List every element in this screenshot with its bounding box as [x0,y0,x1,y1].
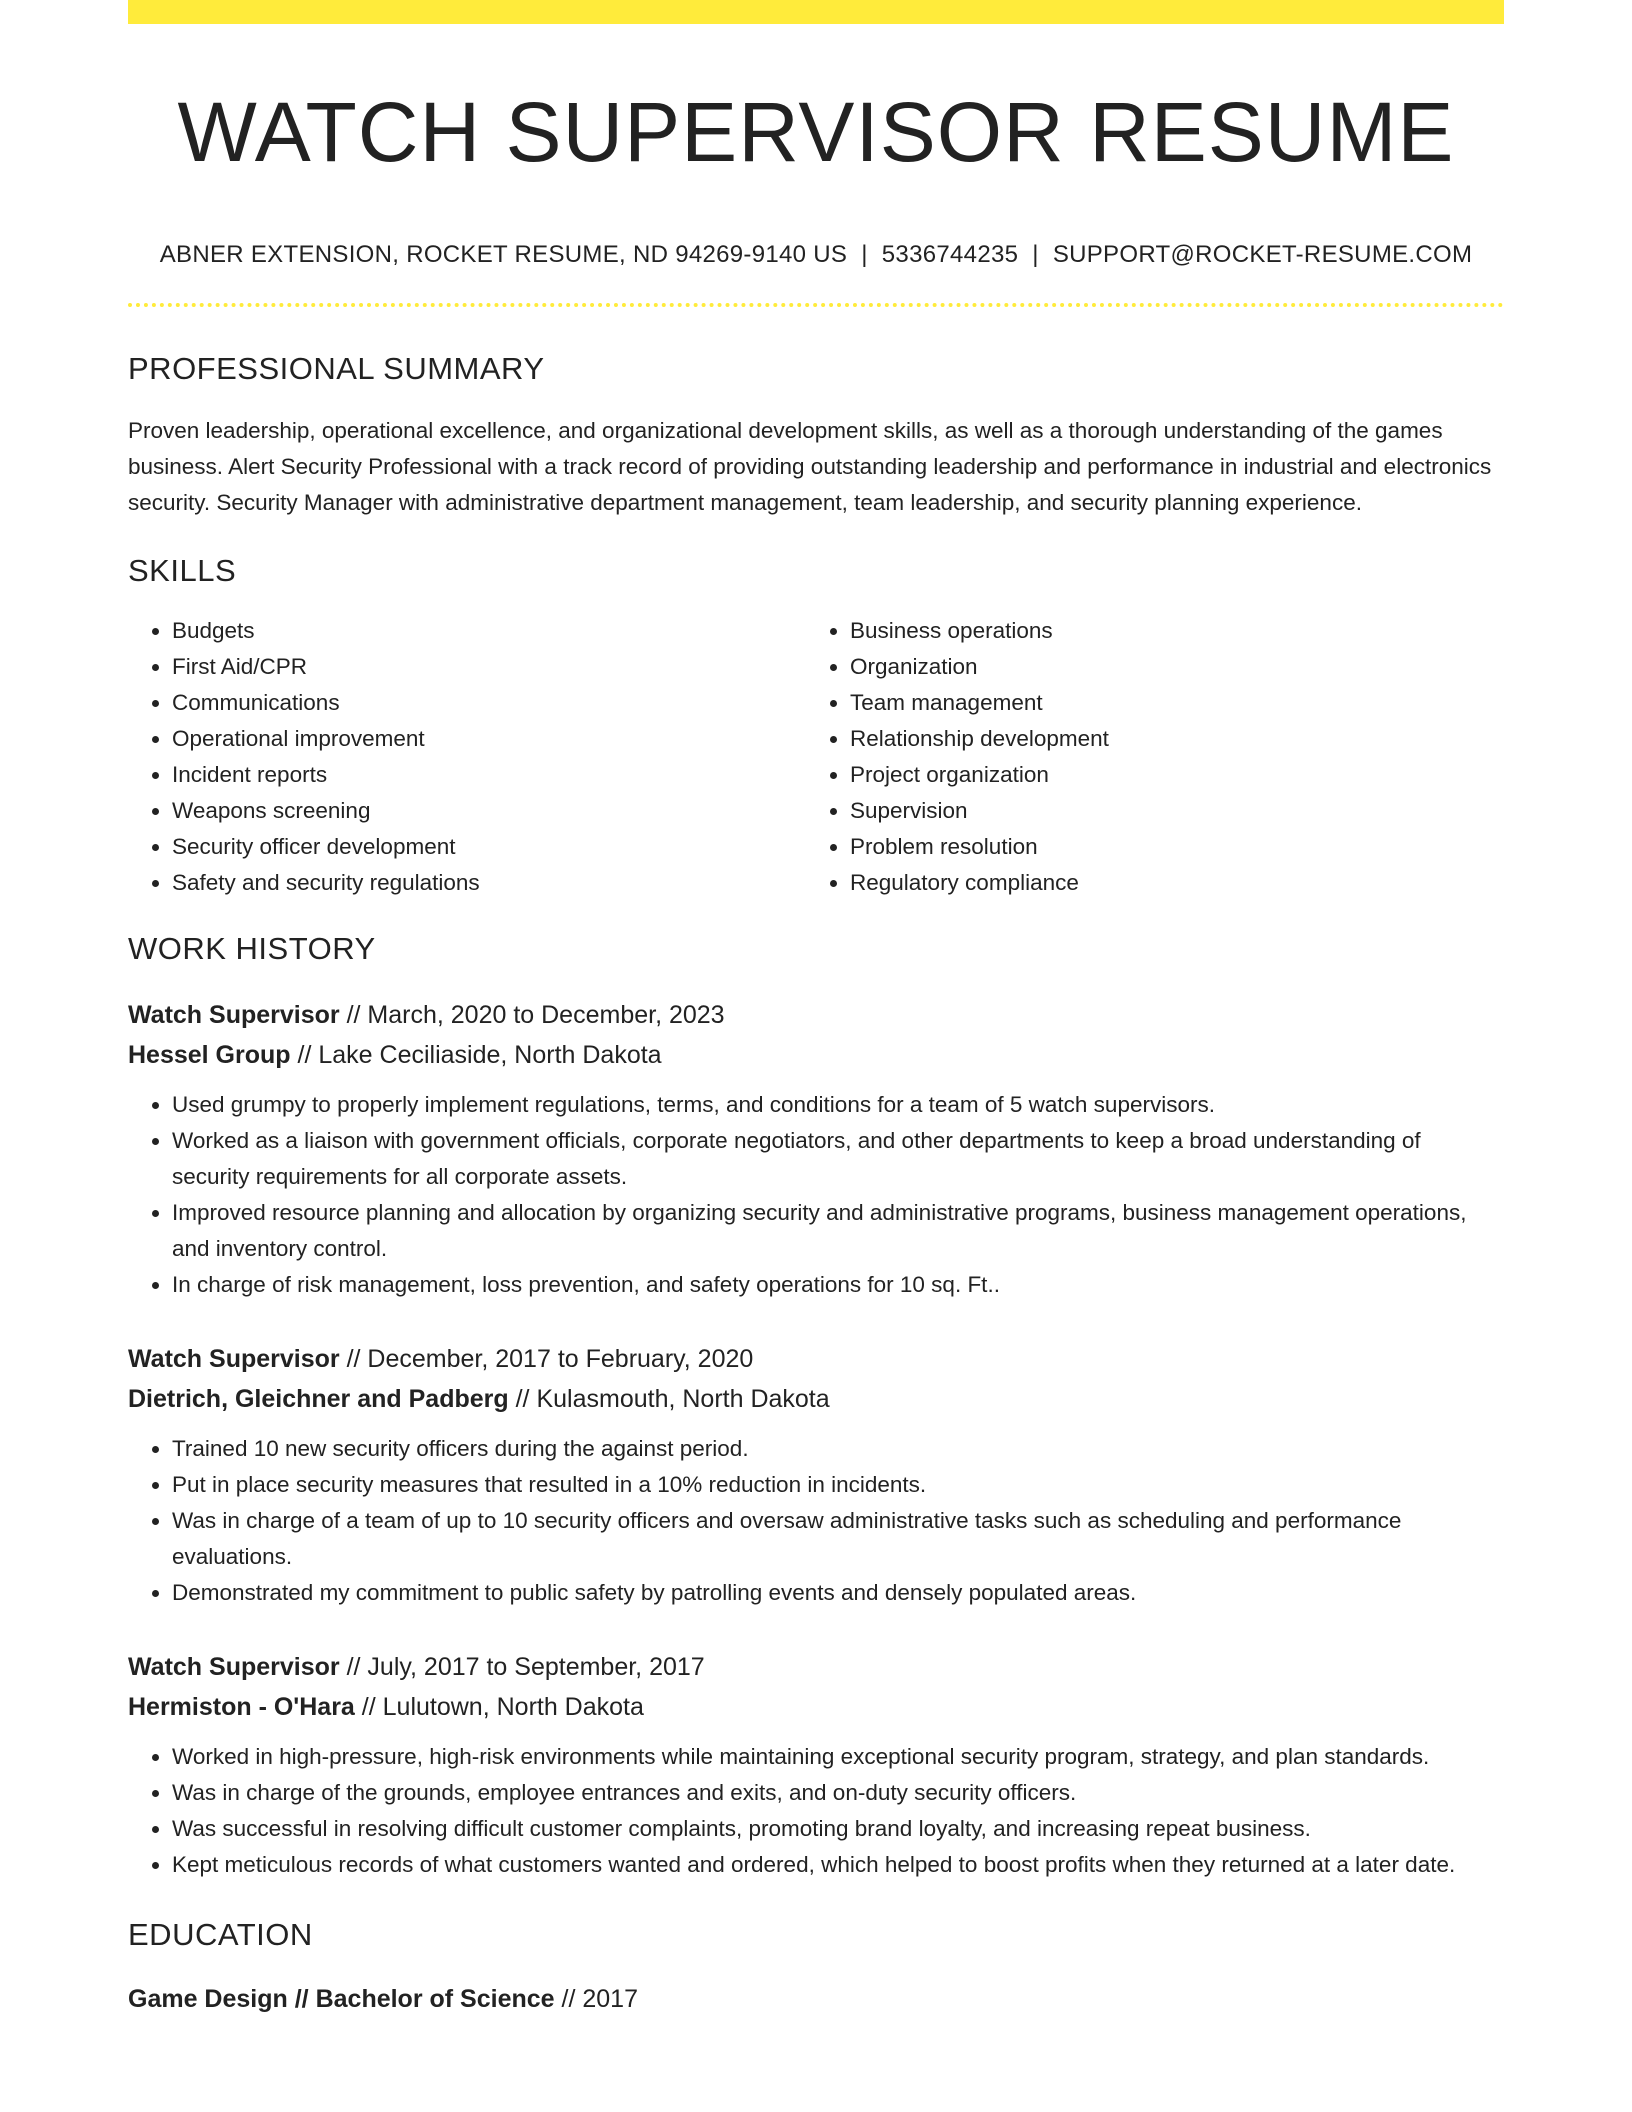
job-delimiter: // [290,1040,319,1069]
job-delimiter: // [354,1692,383,1721]
job-bullets [128,1739,1504,1883]
education-entry [128,1979,1504,2019]
job-company-line [128,1687,1504,1727]
dotted-divider [128,303,1504,307]
job-entry [128,995,1504,1303]
contact-email: SUPPORT@ROCKET-RESUME.COM [1052,240,1473,268]
job-title: Watch Supervisor [128,1652,340,1681]
contact-separator: | [861,240,868,268]
job-bullet: • Put in place security measures that resulted in a 10% reduction in incidents. [172,1467,1504,1503]
skill-item: • Operational improvement [172,721,806,757]
job-bullet: • Was successful in resolving difficult customer complaints, promoting brand loyalty, and increasing repeat business. [172,1811,1504,1847]
job-bullet: • Was in charge of a team of up to 10 security officers and oversaw administrative tasks such as scheduling and performance evaluations. [172,1503,1504,1575]
job-location: Lulutown, North Dakota [382,1692,644,1721]
contact-phone: 5336744235 [881,240,1019,268]
skill-item: • Relationship development [850,721,1484,757]
work-history-list [128,995,1504,1883]
job-location: Lake Ceciliaside, North Dakota [318,1040,662,1069]
skill-item: • Weapons screening [172,793,806,829]
job-bullet: • Was in charge of the grounds, employee entrances and exits, and on-duty security officers. [172,1775,1504,1811]
job-bullet: • Improved resource planning and allocation by organizing security and administrative programs, business management operations, and inventory control. [172,1195,1504,1267]
skill-item: • First Aid/CPR [172,649,806,685]
job-title-line [128,1647,1504,1687]
skill-item: • Problem resolution [850,829,1484,865]
job-delimiter: // [339,1000,368,1029]
skill-item: • Organization [850,649,1484,685]
job-delimiter: // [339,1652,368,1681]
contact-line [128,241,1504,269]
job-bullet: • Kept meticulous records of what customers wanted and ordered, which helped to boost profits when they returned at a later date. [172,1847,1504,1883]
section-heading-summary: PROFESSIONAL SUMMARY [128,350,545,386]
job-dates: December, 2017 to February, 2020 [367,1344,754,1373]
job-company: Hermiston - O'Hara [128,1692,355,1721]
skill-item: • Incident reports [172,757,806,793]
skill-item: • Project organization [850,757,1484,793]
section-heading-education: EDUCATION [128,1916,313,1952]
education-year: 2017 [582,1984,638,2013]
section-heading-work-history: WORK HISTORY [128,930,376,966]
skill-item: • Regulatory compliance [850,865,1484,901]
education-delimiter: // [287,1984,316,2013]
job-entry [128,1647,1504,1883]
job-company-line [128,1035,1504,1075]
job-bullets [128,1431,1504,1611]
education-delimiter: // [554,1984,583,2013]
job-delimiter: // [508,1384,537,1413]
skills-list-right [806,613,1484,901]
section-heading-skills: SKILLS [128,552,237,588]
job-title-line [128,995,1504,1035]
job-company-line [128,1379,1504,1419]
skills-list-left [128,613,806,901]
accent-top-bar [128,0,1504,24]
resume-page [128,0,1504,2019]
job-dates: July, 2017 to September, 2017 [367,1652,705,1681]
resume-title: WATCH SUPERVISOR RESUME [177,85,1455,179]
job-company: Hessel Group [128,1040,291,1069]
education-degree: Bachelor of Science [315,1984,555,2013]
job-title: Watch Supervisor [128,1000,340,1029]
skill-item: • Communications [172,685,806,721]
job-delimiter: // [339,1344,368,1373]
contact-separator: | [1032,240,1039,268]
job-company: Dietrich, Gleichner and Padberg [128,1384,509,1413]
job-bullet: • Worked in high-pressure, high-risk environments while maintaining exceptional security program, strategy, and plan standards. [172,1739,1504,1775]
job-location: Kulasmouth, North Dakota [536,1384,830,1413]
skill-item: • Business operations [850,613,1484,649]
job-bullet: • Used grumpy to properly implement regulations, terms, and conditions for a team of 5 watch supervisors. [172,1087,1504,1123]
job-entry [128,1339,1504,1611]
job-title-line [128,1339,1504,1379]
summary-text: Proven leadership, operational excellence, and organizational development skills, as well as a thorough understanding of the games business. Alert Security Professional with a track record of providing outstanding leadership and performance in industrial and electronics security. Security Manager with administrative department management, team leadership, and security planning experience. [128,417,1492,515]
job-bullet: • Trained 10 new security officers during the against period. [172,1431,1504,1467]
contact-address: ABNER EXTENSION, ROCKET RESUME, ND 94269-9140 US [159,240,848,268]
skills-grid [128,613,1504,901]
job-bullets [128,1087,1504,1303]
education-field: Game Design [128,1984,288,2013]
skill-item: • Safety and security regulations [172,865,806,901]
skill-item: • Team management [850,685,1484,721]
skill-item: • Budgets [172,613,806,649]
skill-item: • Security officer development [172,829,806,865]
skill-item: • Supervision [850,793,1484,829]
job-bullet: • Demonstrated my commitment to public safety by patrolling events and densely populated areas. [172,1575,1504,1611]
job-title: Watch Supervisor [128,1344,340,1373]
job-bullet: • Worked as a liaison with government officials, corporate negotiators, and other departments to keep a broad understanding of security requirements for all corporate assets. [172,1123,1504,1195]
job-bullet: • In charge of risk management, loss prevention, and safety operations for 10 sq. Ft.. [172,1267,1504,1303]
job-dates: March, 2020 to December, 2023 [367,1000,725,1029]
